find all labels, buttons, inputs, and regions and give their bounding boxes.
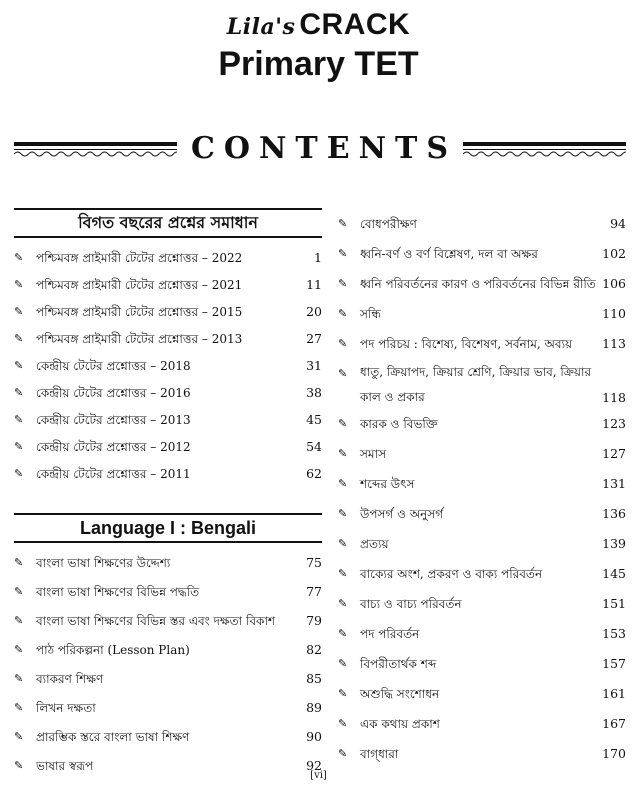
toc-entry-title: কেন্দ্রীয় টেটের প্রশ্নোত্তর – 2013 (36, 413, 191, 427)
toc-entry[interactable] (338, 300, 626, 330)
toc-entry-page: 82 (306, 642, 322, 657)
pencil-icon: ✎ (338, 247, 348, 260)
toc-entry-title: বাংলা ভাষা শিক্ষণের বিভিন্ন স্তর এবং দক্ষতা বিকাশ (36, 614, 276, 628)
pencil-icon: ✎ (14, 701, 24, 714)
toc-entry[interactable] (338, 470, 626, 500)
toc-entry-title: বাচ্য ও বাচ্য পরিবর্তন (360, 597, 462, 611)
toc-entry-title: সন্ধি (360, 307, 381, 321)
toc-entry-page: 54 (306, 439, 322, 454)
toc-entry-title: কেন্দ্রীয় টেটের প্রশ্নোত্তর – 2012 (36, 440, 191, 454)
toc-entry[interactable] (338, 680, 626, 710)
toc-entry-title: প্রারম্ভিক স্তরে বাংলা ভাষা শিক্ষণ (36, 730, 190, 744)
toc-entry-title: পদ পরিচয় : বিশেষ্য, বিশেষণ, সর্বনাম, অব্যয় (360, 337, 573, 351)
toc-entry-title: পাঠ পরিকল্পনা (Lesson Plan) (36, 643, 190, 657)
toc-entry-title: বাগ্‌ধারা (360, 747, 399, 761)
toc-entry[interactable] (14, 607, 322, 636)
pencil-icon: ✎ (14, 386, 24, 399)
pencil-icon: ✎ (14, 332, 24, 345)
pencil-icon: ✎ (14, 759, 24, 772)
toc-entry[interactable] (14, 433, 322, 460)
toc-entry[interactable] (14, 578, 322, 607)
previous-years-list (14, 244, 322, 487)
pencil-icon: ✎ (14, 614, 24, 627)
toc-entry[interactable] (338, 590, 626, 620)
toc-entry-page: 31 (306, 358, 322, 373)
toc-entry-title: বাক্যের অংশ, প্রকরণ ও বাক্য পরিবর্তন (360, 567, 543, 581)
page-header (0, 8, 637, 84)
toc-entry-page: 167 (602, 716, 626, 731)
toc-entry-page: 38 (306, 385, 322, 400)
toc-entry-title: শব্দের উৎস (360, 477, 415, 491)
toc-entry-page: 20 (306, 304, 322, 319)
toc-entry-title: কেন্দ্রীয় টেটের প্রশ্নোত্তর – 2016 (36, 386, 191, 400)
contents-banner (14, 128, 626, 168)
toc-entry-page: 11 (306, 277, 322, 292)
toc-entry-page: 113 (602, 336, 626, 351)
toc-entry[interactable] (338, 740, 626, 770)
toc-entry-page: 151 (602, 596, 626, 611)
toc-entry[interactable] (338, 650, 626, 680)
toc-entry[interactable] (338, 710, 626, 740)
section-heading-previous-years: বিগত বছরের প্রশ্নের সমাধান (14, 208, 322, 238)
toc-entry-title: বাংলা ভাষা শিক্ষণের উদ্দেশ্য (36, 556, 171, 570)
toc-entry-page: 79 (306, 613, 322, 628)
toc-entry-page: 136 (602, 506, 626, 521)
pencil-icon: ✎ (14, 251, 24, 264)
toc-entry-title: বাংলা ভাষা শিক্ষণের বিভিন্ন পদ্ধতি (36, 585, 200, 599)
toc-entry-page: 77 (306, 584, 322, 599)
pencil-icon: ✎ (338, 687, 348, 700)
toc-entry-title: ধ্বনি পরিবর্তনের কারণ ও পরিবর্তনের বিভিন্ন রীতি (360, 277, 596, 291)
toc-entry-title: ব্যাকরণ শিক্ষণ (36, 672, 104, 686)
pencil-icon: ✎ (14, 305, 24, 318)
pencil-icon: ✎ (338, 307, 348, 320)
pencil-icon: ✎ (338, 277, 348, 290)
brand-script: Lila's (226, 14, 296, 40)
pencil-icon: ✎ (338, 417, 348, 430)
toc-entry-title: উপসর্গ ও অনুসর্গ (360, 507, 444, 521)
toc-entry[interactable] (14, 271, 322, 298)
decorative-rule-left (14, 136, 177, 160)
toc-entry-page: 123 (602, 416, 626, 431)
toc-entry-page: 75 (306, 555, 322, 570)
pencil-icon: ✎ (14, 359, 24, 372)
toc-entry-page: 85 (306, 671, 322, 686)
pencil-icon: ✎ (14, 556, 24, 569)
right-column (338, 210, 626, 770)
toc-entry-page: 161 (602, 686, 626, 701)
pencil-icon: ✎ (14, 440, 24, 453)
toc-entry[interactable] (14, 636, 322, 665)
brand-logo (0, 8, 637, 44)
toc-entry[interactable] (14, 694, 322, 723)
language-bengali-list (14, 549, 322, 781)
toc-entry-title: পশ্চিমবঙ্গ প্রাইমারী টেটের প্রশ্নোত্তর – 2015 (36, 305, 243, 319)
toc-entry-title: পশ্চিমবঙ্গ প্রাইমারী টেটের প্রশ্নোত্তর – 2021 (36, 278, 243, 292)
toc-entry[interactable] (338, 500, 626, 530)
toc-entry[interactable] (14, 298, 322, 325)
toc-entry[interactable] (14, 460, 322, 487)
decorative-rule-right (463, 136, 626, 160)
toc-entry[interactable] (14, 379, 322, 406)
toc-entry-page: 145 (602, 566, 626, 581)
section-heading-language-bengali: Language I : Bengali (14, 513, 322, 543)
toc-entry[interactable] (338, 440, 626, 470)
pencil-icon: ✎ (338, 657, 348, 670)
toc-entry[interactable] (14, 549, 322, 578)
toc-entry[interactable] (338, 530, 626, 560)
toc-entry-page: 27 (306, 331, 322, 346)
pencil-icon: ✎ (338, 367, 348, 380)
toc-entry-title: প্রত্যয় (360, 537, 389, 551)
toc-entry-title: পশ্চিমবঙ্গ প্রাইমারী টেটের প্রশ্নোত্তর – 2022 (36, 251, 243, 265)
pencil-icon: ✎ (338, 537, 348, 550)
book-title: Primary TET (218, 45, 419, 83)
pencil-icon: ✎ (14, 278, 24, 291)
toc-entry-title: লিখন দক্ষতা (36, 701, 96, 715)
toc-entry[interactable] (14, 723, 322, 752)
pencil-icon: ✎ (14, 585, 24, 598)
toc-entry[interactable] (338, 410, 626, 440)
toc-entry-page: 170 (602, 746, 626, 761)
pencil-icon: ✎ (338, 447, 348, 460)
pencil-icon: ✎ (14, 467, 24, 480)
pencil-icon: ✎ (338, 507, 348, 520)
toc-entry[interactable] (338, 270, 626, 300)
toc-entry-title: ধ্বনি-বর্ণ ও বর্ণ বিশ্লেষণ, দল বা অক্ষর (360, 247, 538, 261)
toc-entry[interactable] (14, 325, 322, 352)
toc-entry-title: কেন্দ্রীয় টেটের প্রশ্নোত্তর – 2011 (36, 467, 191, 481)
toc-entry-page: 131 (602, 476, 626, 491)
toc-entry[interactable] (338, 360, 626, 410)
pencil-icon: ✎ (14, 413, 24, 426)
toc-entry[interactable] (14, 665, 322, 694)
toc-entry-title: কেন্দ্রীয় টেটের প্রশ্নোত্তর – 2018 (36, 359, 191, 373)
toc-entry[interactable] (338, 620, 626, 650)
toc-entry-page: 157 (602, 656, 626, 671)
left-column (14, 208, 322, 781)
toc-entry-title: এক কথায় প্রকাশ (360, 717, 440, 731)
toc-entry-title: পদ পরিবর্তন (360, 627, 420, 641)
pencil-icon: ✎ (338, 717, 348, 730)
brand-name: CRACK (299, 8, 411, 41)
toc-entry[interactable] (14, 244, 322, 271)
toc-entry-page: 118 (602, 390, 626, 405)
toc-entry-page: 62 (306, 466, 322, 481)
toc-entry-page: 92 (306, 758, 322, 773)
pencil-icon: ✎ (338, 747, 348, 760)
pencil-icon: ✎ (338, 597, 348, 610)
contents-heading: CONTENTS (190, 130, 458, 166)
toc-entry[interactable] (14, 352, 322, 379)
pencil-icon: ✎ (338, 567, 348, 580)
toc-entry-title: সমাস (360, 447, 386, 461)
pencil-icon: ✎ (14, 730, 24, 743)
toc-entry-title: ধাতু, ক্রিয়াপদ, ক্রিয়ার শ্রেণি, ক্রিয়ার ভাব, ক্রিয়ার কাল ও প্রকার (360, 365, 592, 404)
toc-entry[interactable] (338, 210, 626, 240)
toc-entry-page: 1 (314, 250, 322, 265)
toc-entry[interactable] (14, 406, 322, 433)
toc-entry-page: 102 (602, 246, 626, 261)
toc-entry-title: অশুদ্ধি সংশোধন (360, 687, 440, 701)
toc-entry-page: 89 (306, 700, 322, 715)
toc-entry-title: ভাষার স্বরূপ (36, 759, 94, 773)
pencil-icon: ✎ (338, 217, 348, 230)
toc-entry-page: 127 (602, 446, 626, 461)
toc-entry[interactable] (338, 560, 626, 590)
toc-entry-title: পশ্চিমবঙ্গ প্রাইমারী টেটের প্রশ্নোত্তর – 2013 (36, 332, 243, 346)
toc-entry-page: 94 (610, 216, 626, 231)
toc-entry[interactable] (338, 240, 626, 270)
pencil-icon: ✎ (338, 627, 348, 640)
toc-entry-page: 110 (602, 306, 626, 321)
toc-entry-page: 106 (602, 276, 626, 291)
toc-entry-page: 90 (306, 729, 322, 744)
toc-entry[interactable] (338, 330, 626, 360)
toc-entry-page: 153 (602, 626, 626, 641)
pencil-icon: ✎ (14, 643, 24, 656)
pencil-icon: ✎ (338, 477, 348, 490)
toc-entry-title: বিপরীতার্থক শব্দ (360, 657, 437, 671)
pencil-icon: ✎ (14, 672, 24, 685)
toc-entry-page: 45 (306, 412, 322, 427)
toc-entry-title: কারক ও বিভক্তি (360, 417, 438, 431)
pencil-icon: ✎ (338, 337, 348, 350)
page-number: [vi] (310, 770, 327, 781)
toc-entry-title: বোধপরীক্ষণ (360, 217, 417, 231)
toc-entry-page: 139 (602, 536, 626, 551)
